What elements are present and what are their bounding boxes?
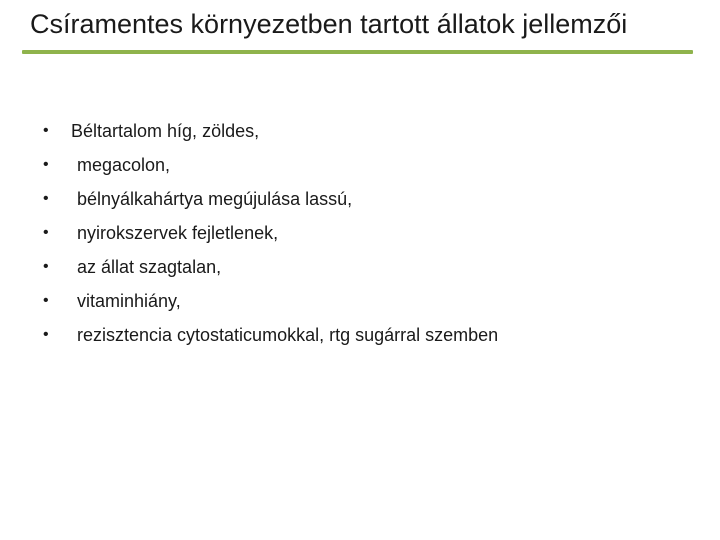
bullet-text: nyirokszervek fejletlenek, <box>77 223 279 243</box>
title-underline <box>22 50 693 54</box>
bullet-icon: • <box>43 258 49 275</box>
bullet-text: az állat szagtalan, <box>77 257 222 277</box>
bullet-item <box>40 287 700 321</box>
bullet-item <box>40 219 700 253</box>
bullet-icon: • <box>43 292 49 309</box>
slide-title: Csíramentes környezetben tartott állatok jellemzői <box>30 9 628 39</box>
bullet-item <box>40 185 700 219</box>
bullet-item <box>40 151 700 185</box>
bullet-icon: • <box>43 326 49 343</box>
bullet-text: Béltartalom híg, zöldes, <box>71 121 260 141</box>
bullet-text: vitaminhiány, <box>77 291 181 311</box>
bullet-list <box>40 117 700 355</box>
bullet-text: rezisztencia cytostaticumokkal, rtg sugárral szemben <box>77 325 499 345</box>
bullet-icon: • <box>43 224 49 241</box>
bullet-text: bélnyálkahártya megújulása lassú, <box>77 189 353 209</box>
bullet-text: megacolon, <box>77 155 171 175</box>
bullet-item <box>40 321 700 355</box>
bullet-icon: • <box>43 190 49 207</box>
bullet-icon: • <box>43 122 49 139</box>
bullet-item <box>40 253 700 287</box>
bullet-icon: • <box>43 156 49 173</box>
bullet-item <box>40 117 700 151</box>
